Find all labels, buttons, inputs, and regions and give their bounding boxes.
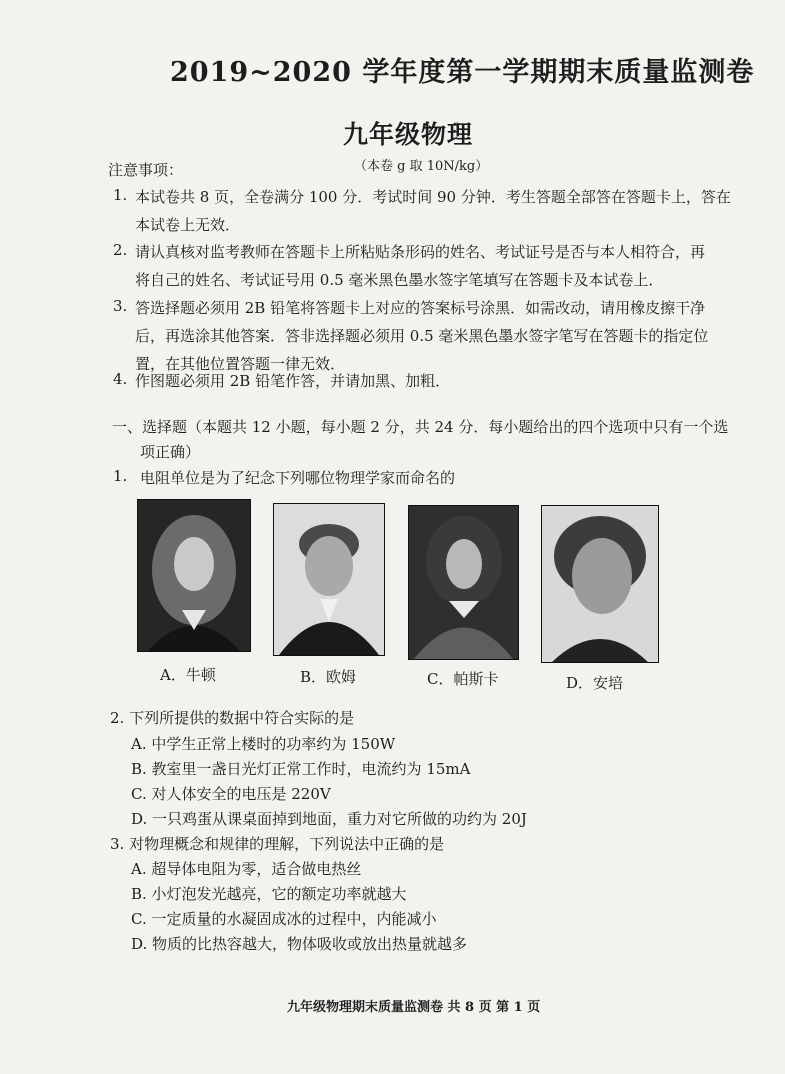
portrait-ampere [541,505,659,663]
page-title: 2019~2020 学年度第一学期期末质量监测卷 [170,57,755,88]
question-option: C. 一定质量的水凝固成冰的过程中，内能减小 [131,910,437,928]
portrait-newton [137,499,251,652]
notice-item-line: 请认真核对监考教师在答题卡上所粘贴条形码的姓名、考试证号是否与本人相符合，再 [135,243,706,261]
question-option: B. 小灯泡发光越亮，它的额定功率就越大 [131,885,407,903]
page-footer: 九年级物理期末质量监测卷 共 8 页 第 1 页 [287,1000,541,1015]
page-subtitle: 九年级物理 [343,120,474,149]
question-option: A. 超导体电阻为零，适合做电热丝 [131,860,362,878]
notice-item-line: 本试卷共 8 页，全卷满分 100 分．考试时间 90 分钟．考生答题全部答在答题卡上，答在 [135,188,731,206]
notice-item-line: 答选择题必须用 2B 铅笔将答题卡上对应的答案标号涂黑．如需改动，请用橡皮擦干净 [135,299,706,317]
option-label: A．牛顿 [160,666,216,684]
notice-item-number: 2. [113,241,128,259]
question-option: B. 教室里一盏日光灯正常工作时，电流约为 15mA [131,760,471,778]
option-label: D．安培 [566,674,624,692]
notice-item-line: 本试卷上无效． [135,216,241,234]
gravity-note: （本卷 g 取 10N/kg） [354,159,489,174]
question-option: D. 一只鸡蛋从课桌面掉到地面，重力对它所做的功约为 20J [131,810,527,828]
notice-item-line: 将自己的姓名、考试证号用 0.5 毫米黑色墨水签字笔填写在答题卡及本试卷上． [135,271,664,289]
question-option: A. 中学生正常上楼时的功率约为 150W [131,735,396,753]
question-number: 1. [113,467,128,485]
portrait-ohm [273,503,385,656]
option-label: C．帕斯卡 [427,670,499,688]
question-stem: 3. 对物理概念和规律的理解，下列说法中正确的是 [110,835,445,853]
notice-item-line: 后，再选涂其他答案．答非选择题必须用 0.5 毫米黑色墨水签字笔写在答题卡的指定位 [135,327,709,345]
section-heading: 一、选择题（本题共 12 小题，每小题 2 分，共 24 分．每小题给出的四个选项中只有一个选 [112,418,729,436]
notice-heading: 注意事项： [108,161,184,179]
question-option: D. 物质的比热容越大，物体吸收或放出热量就越多 [131,935,468,953]
notice-item-number: 4. [113,370,128,388]
notice-item-line: 作图题必须用 2B 铅笔作答，并请加黑、加粗． [135,372,451,390]
portrait-pascal [408,505,519,660]
notice-item-number: 1. [113,186,128,204]
section-heading-cont: 项正确） [140,443,201,461]
notice-item-line: 置，在其他位置答题一律无效． [135,355,346,373]
question-stem: 电阻单位是为了纪念下列哪位物理学家而命名的 [140,469,456,487]
question-stem: 2. 下列所提供的数据中符合实际的是 [110,709,355,727]
question-option: C. 对人体安全的电压是 220V [131,785,331,803]
notice-item-number: 3. [113,297,128,315]
option-label: B．欧姆 [300,668,357,686]
